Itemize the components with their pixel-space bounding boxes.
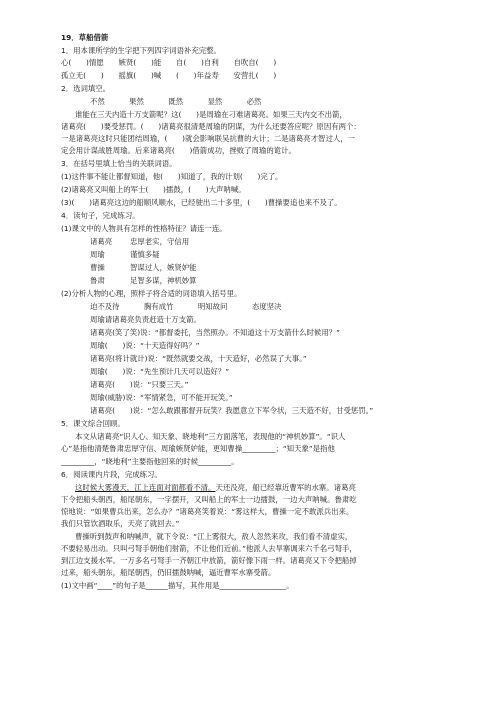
underlined-sentence: 这时候大雾漫天，江上连面对面都看不清。 [75,483,216,492]
q2-word-bank [90,97,496,106]
q5-para-line: 心”是指他清楚鲁肃忠厚守信、周瑜嫉贤妒能，更知曹操_________；“知天象”是指他 [61,444,335,453]
q4-stem: 4．读句子，完成练习。 [61,211,140,220]
q2-para-line: 定会用计谋战胜周瑜。后来诸葛亮( )借箭成功，挫败了周瑜的诡计。 [61,146,296,155]
q6-para-line [75,483,496,492]
dialogue-line: 周瑜(威胁)说：“军情紧急，可不能开玩笑。” [90,393,233,402]
q5-stem: 5．课文综合回顾。 [61,419,125,428]
q6-para-line: 到江边支援水军。一万多名弓弩手一齐朝江中放箭，箭好像下雨一样。诸葛亮又下令把船掉 [61,556,357,565]
q4-sub2: (2)分析人物的心理，照样子将合适的词语填入括号里。 [61,289,242,298]
q6-para-line: 下令把船头朝西，船尾朝东，一字摆开，又叫船上的军士一边擂鼓，一边大声呐喊。鲁肃吃 [61,495,357,504]
dialogue-line: 诸葛亮( )说：“只要三天。” [90,380,189,389]
dialogue-line: 诸葛亮( )说：“怎么敢跟都督开玩笑？我愿意立下军令状，三天造不好，甘受惩罚。” [90,406,374,415]
q1-row2: 孤立无( ) 摇旗( )喊 ( )年益寿 安营扎( ) [61,71,277,80]
q1-row1: 心( )情愿 嫉贤( )能 自( )自利 自吹自( ) [61,58,277,67]
match-row [90,250,496,259]
word-option: 明知故问 [197,302,228,311]
trait: 谨慎多疑 [130,250,160,259]
q3-sentence: (1)这件事不能让都督知道，他( )知道了，我的计划( )完了。 [61,172,283,181]
character-name: 曹操 [90,263,105,272]
dialogue-line: 诸葛亮(将计就计)说：“既然就要交战，十天造好，必然误了大事。” [90,354,307,363]
character-name: 诸葛亮 [90,237,113,246]
q6-para-line: 惊地说：“如果曹兵出来，怎么办？”诸葛亮笑着说：“雾这样大，曹操一定不敢派兵出来。 [61,507,354,516]
dialogue-line: 周瑜请诸葛亮负责赶造十万支箭。 [90,315,201,324]
word-option: 必然 [246,97,262,106]
match-row [90,276,496,285]
q2-para-line: 诸葛亮( )要受惩罚。( )诸葛亮很清楚周瑜的阴谋，为什么还要答应呢？原因有两个： [61,122,361,131]
word-option: 不然 [90,97,105,106]
q6-question: (1)文中画“____”的句子是______描写，其作用是__________________。 [61,581,294,590]
dialogue-line: 诸葛亮(笑了笑)说：“都督委托，当然照办。不知道这十万支箭什么时候用？” [90,328,340,337]
word-option: 果然 [129,97,144,106]
word-option: 胸有成竹 [143,302,174,311]
q5-para-line: 本文从诸葛亮“识人心、知天象、晓地利”三方面落笔，表现他的“神机妙算”。“识人 [75,432,346,441]
trait: 忠厚老实，守信用 [130,237,190,246]
word-option: 态度坚决 [251,302,282,311]
trait: 足智多谋，神机妙算 [130,276,197,285]
match-row [90,263,496,272]
q6-para-line: 曹操听到鼓声和呐喊声，就下令说：“江上雾很大，敌人忽然来攻，我们看不清虚实， [75,532,353,541]
q2-para-line: 谁能在三天内造十万支箭呢？这( )是周瑜在刁难诸葛亮。如果三天内交不出箭， [75,110,347,119]
q2-stem: 2．选词填空。 [61,84,111,93]
q5-para-line: _________，“晓地利”主要指他回来的时候_________。 [61,457,239,466]
dialogue-line: 周瑜( )说：“先生预计几天可以造好？” [90,367,230,376]
character-name: 鲁肃 [90,276,105,285]
trait: 智谋过人，嫉贤妒能 [130,263,197,272]
q3-sentence: (2)诸葛亮又叫船上的军士( )擂鼓，( )大声呐喊。 [61,185,246,194]
match-row [90,237,496,246]
q6-stem: 6．阅读课内片段，完成练习。 [61,470,162,479]
sentence: 天还没亮，船已经靠近曹军的水寨。诸葛亮 [215,483,356,492]
dialogue-line: 周瑜( )说：“十天造得好吗？” [90,341,200,350]
word-option: 迫不及待 [90,302,120,311]
q4-word-bank [90,302,496,311]
q1-stem: 1．用本课所学的生字把下列四字词语补充完整。 [61,46,221,55]
word-option: 显然 [207,97,223,106]
q6-para-line: 我们只管饮酒取乐，天亮了就回去。” [61,519,180,528]
character-name: 周瑜 [90,250,105,259]
lesson-title: 19．草船借箭 [61,33,109,42]
word-option: 既然 [168,97,184,106]
q6-para-line: 不要轻易出动。只叫弓弩手朝他们射箭，不让他们近前。”他派人去旱寨调来六千名弓弩手， [61,544,357,553]
q4-sub1: (1)课文中的人物具有怎样的性格特征？请连一连。 [61,224,227,233]
q2-para-line: 一是诸葛亮这时只能团结周瑜，( )就会影响联吴抗曹的大计；二是诸葛亮才智过人，一 [61,134,356,143]
q6-para-line: 过来，船头朝东，船尾朝西，仍旧擂鼓呐喊，逼近曹军水寨受箭。 [61,568,276,577]
q3-sentence: (3)( )诸葛亮这边的船顺风顺水，已经驶出二十多里，( )曹操要追也来不及了。 [61,198,342,207]
q3-stem: 3．在括号里填上恰当的关联词语。 [61,159,177,168]
